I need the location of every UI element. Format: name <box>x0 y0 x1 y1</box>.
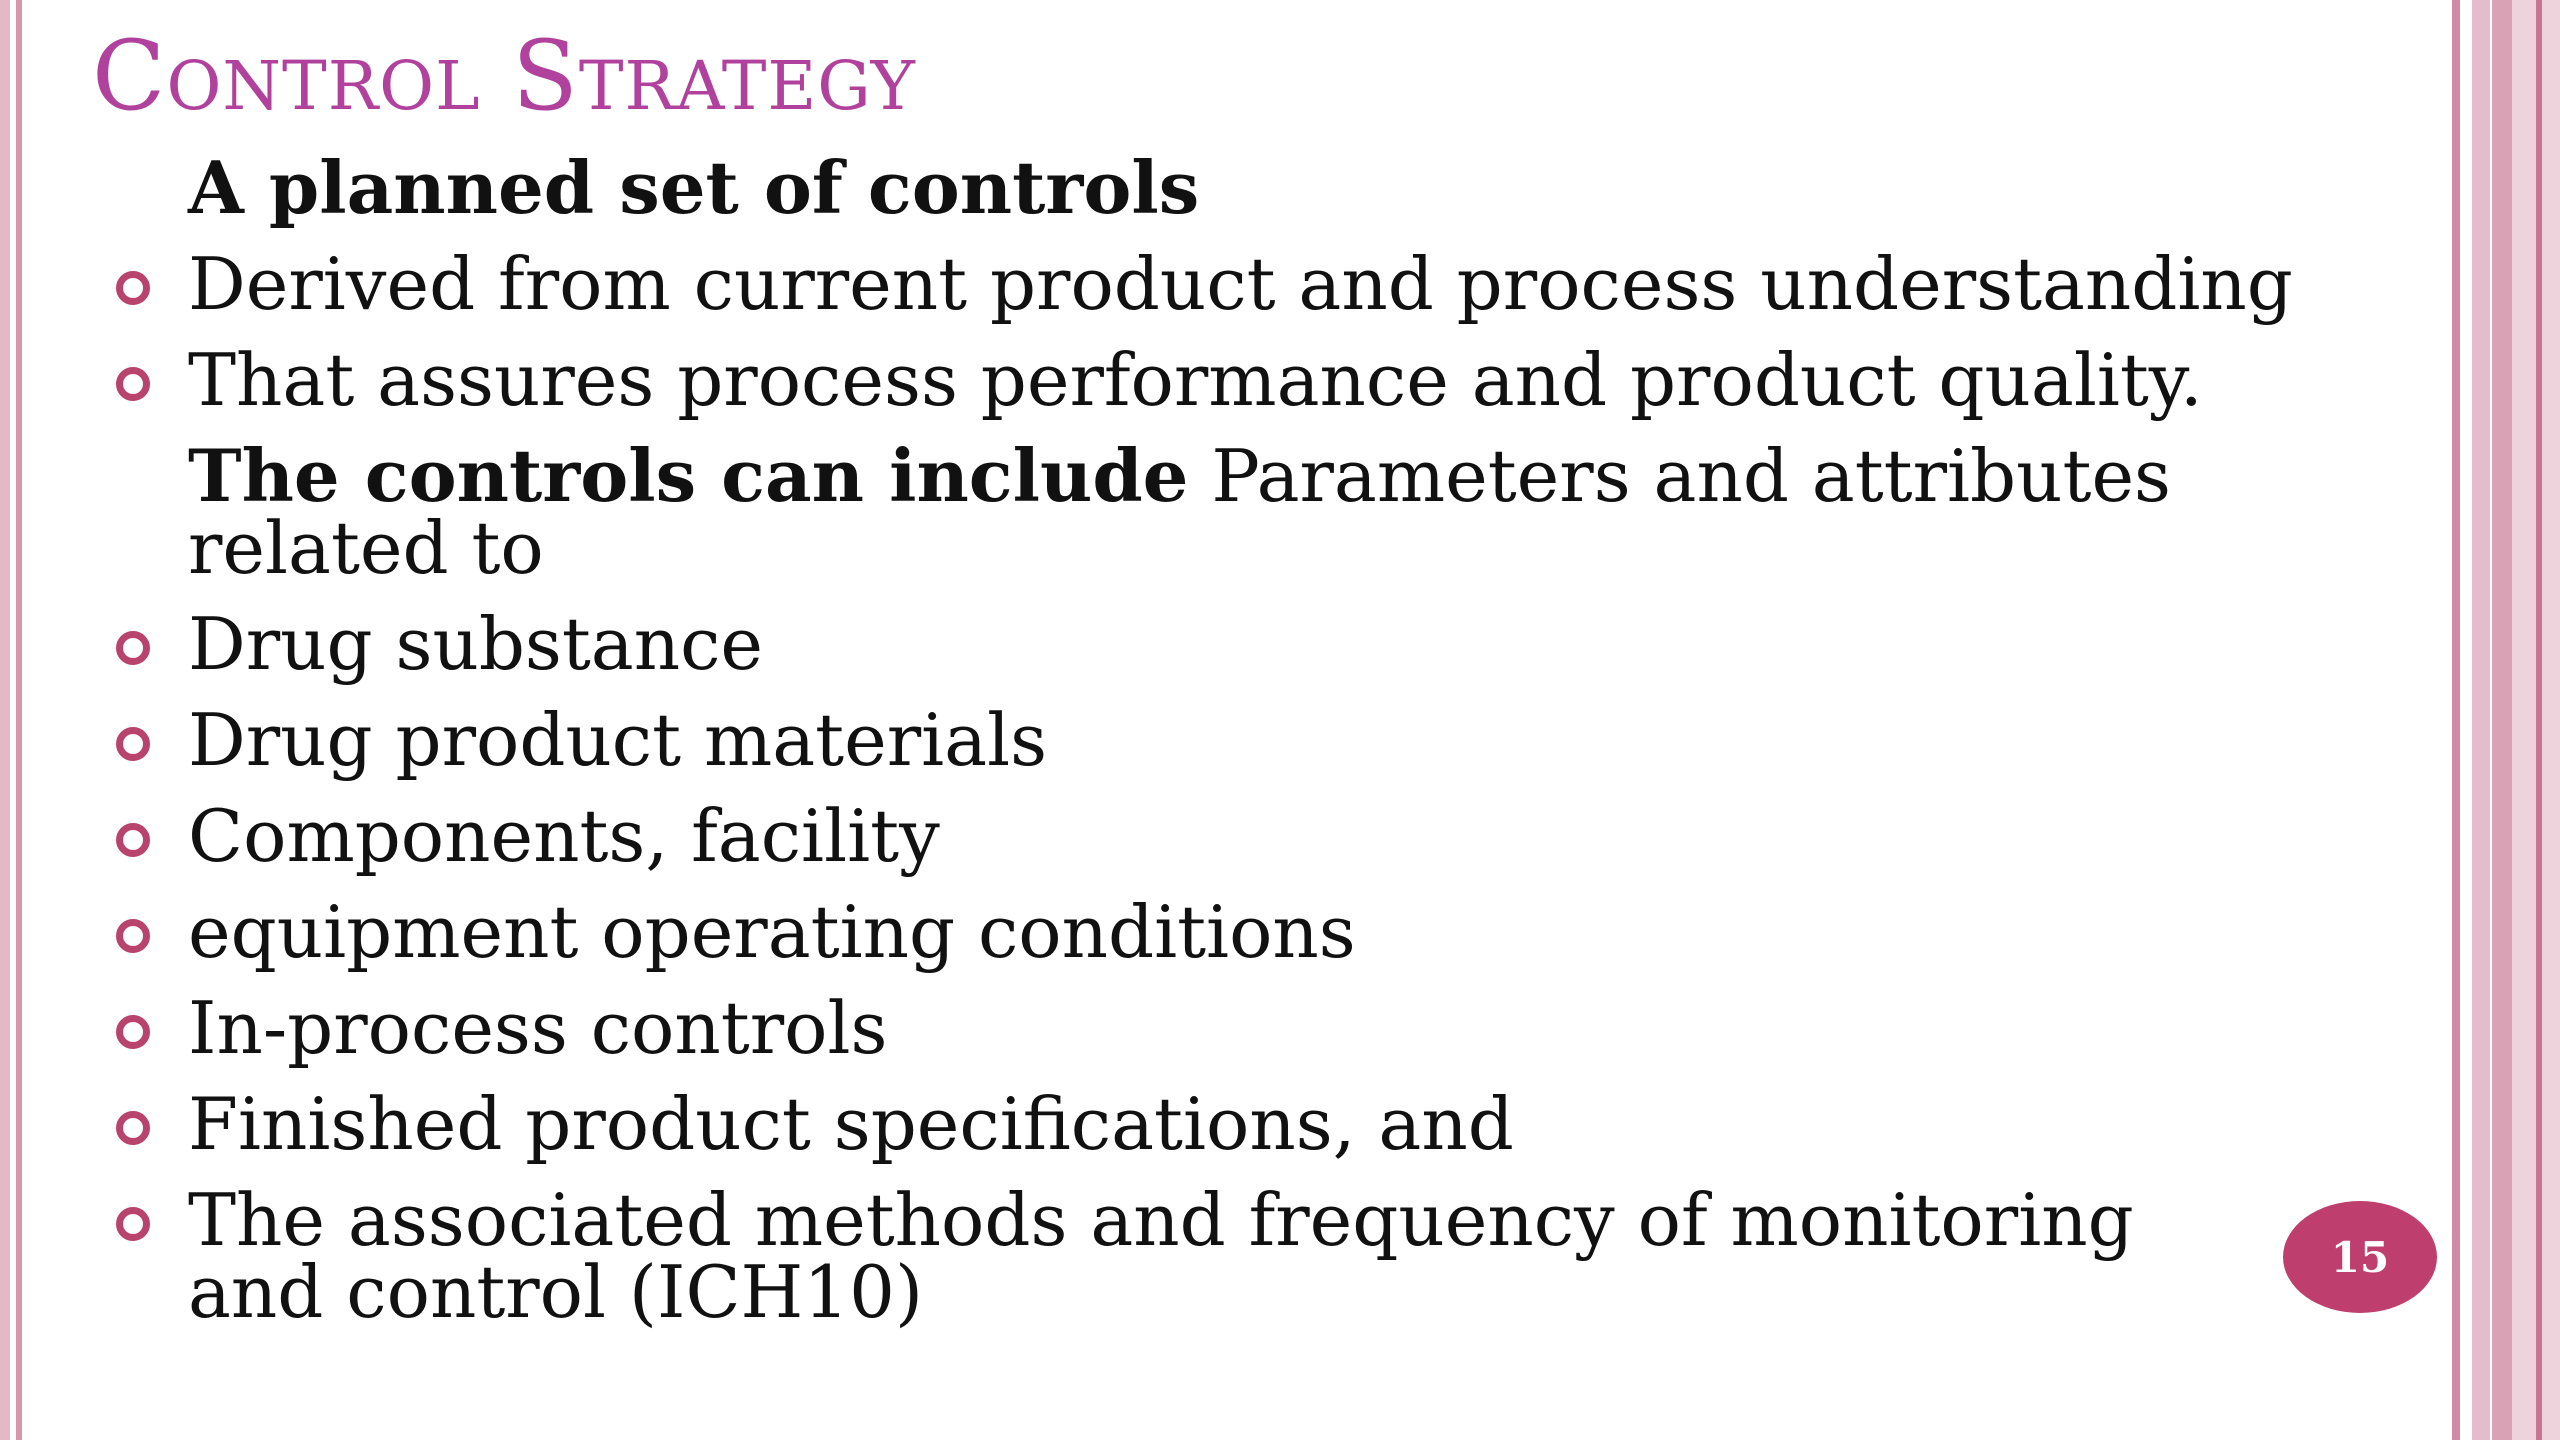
bullet-circle-icon <box>116 1111 150 1145</box>
list-item <box>100 692 2260 788</box>
left-decorative-stripe <box>0 0 10 1440</box>
right-decorative-stripe <box>2536 0 2542 1440</box>
bullet-circle-icon <box>116 1015 150 1049</box>
slide-body <box>100 140 2293 1340</box>
heading-text: A planned set of controls <box>188 145 1200 230</box>
right-decorative-stripe <box>2492 0 2512 1440</box>
right-decorative-stripe <box>2472 0 2490 1440</box>
bullet-text: Finished product specifications, and <box>188 1082 1514 1166</box>
bullet-text: Drug product materials <box>188 698 1048 782</box>
bullet-text: Components, facility <box>188 794 940 878</box>
bullet-circle-icon <box>116 1207 150 1241</box>
list-item <box>100 1076 2260 1172</box>
body-text: Parameters and attributes related to <box>188 434 2171 590</box>
list-item <box>100 788 2260 884</box>
bullet-circle-icon <box>116 367 150 401</box>
right-decorative-stripe <box>2452 0 2460 1440</box>
list-item <box>100 884 2260 980</box>
left-decorative-stripe <box>16 0 22 1440</box>
bullet-text: Drug substance <box>188 602 764 686</box>
heading-text: The controls can include <box>188 433 1189 518</box>
bullet-text: The associated methods and frequency of monitoring and control (ICH10) <box>188 1178 2134 1334</box>
bullet-text: That assures process performance and product quality. <box>188 338 2203 422</box>
bullet-circle-icon <box>116 631 150 665</box>
list-item <box>100 332 2260 428</box>
bullet-text: equipment operating conditions <box>188 890 1356 974</box>
list-item <box>100 596 2260 692</box>
bullet-text: Derived from current product and process understanding <box>188 242 2293 326</box>
bullet-text: In-process controls <box>188 986 888 1070</box>
list-item <box>100 236 2293 332</box>
list-item <box>100 140 2260 236</box>
list-item <box>100 1172 2260 1340</box>
page-number-badge: 15 <box>2283 1201 2437 1313</box>
list-item <box>100 428 2260 596</box>
bullet-circle-icon <box>116 823 150 857</box>
bullet-circle-icon <box>116 271 150 305</box>
slide-title: Control Strategy <box>92 20 916 132</box>
bullet-circle-icon <box>116 727 150 761</box>
list-item <box>100 980 2260 1076</box>
bullet-circle-icon <box>116 919 150 953</box>
